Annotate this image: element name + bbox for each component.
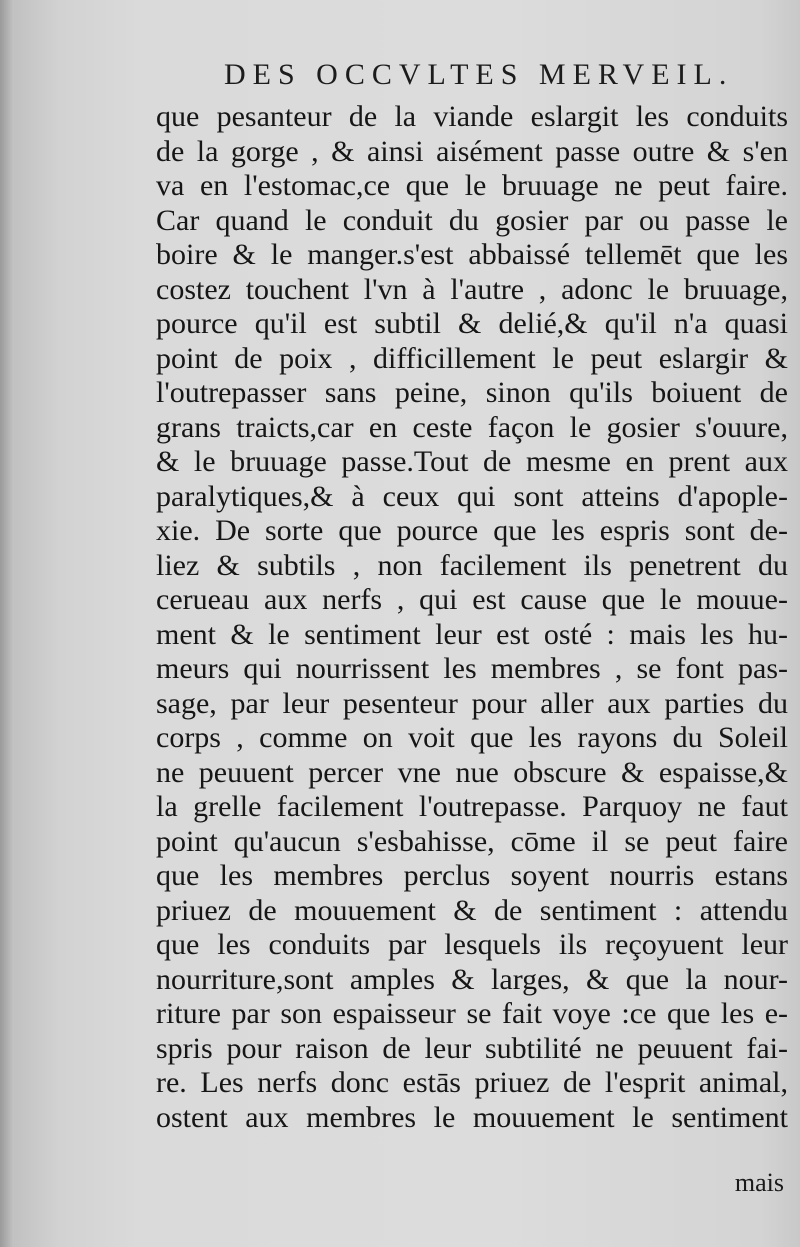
text-line: nourriture,sont amples & larges, & que la nour- — [156, 962, 788, 996]
text-line: que pesanteur de la viande eslargit les conduits — [156, 100, 788, 133]
text-line: l'outrepasser sans peine, sinon qu'ils boiuent de — [156, 376, 788, 409]
text-line: xie. De sorte que pource que les espris sont de- — [156, 514, 788, 547]
text-line: boire & le manger.s'est abbaissé tellemēt que les — [156, 238, 788, 271]
running-title: DES OCCVLTES MERVEIL. — [224, 58, 734, 91]
text-line: point de poix , difficillement le peut eslargir & — [156, 341, 788, 375]
catchword: mais — [734, 1168, 784, 1197]
text-line: va en l'estomac,ce que le bruuage ne peut faire. — [156, 169, 788, 202]
text-line: la grelle facilement l'outrepasse. Parquoy ne faut — [156, 790, 788, 823]
text-line: priuez de mouuement & de sentiment : attendu — [156, 893, 788, 927]
text-line: riture par son espaisseur se fait voye :ce que les e- — [156, 997, 788, 1030]
text-line: grans traicts,car en ceste façon le gosier s'ouure, — [156, 410, 788, 444]
text-line: point qu'aucun s'esbahisse, cōme il se peut faire — [156, 824, 788, 858]
text-line: ne peuuent percer vne nue obscure & espaisse,& — [156, 755, 788, 789]
text-line: que les conduits par lesquels ils reçoyuent leur — [156, 928, 788, 961]
text-line: liez & subtils , non facilement ils penetrent du — [156, 548, 788, 582]
text-line: re. Les nerfs donc estās priuez de l'esprit animal, — [156, 1066, 788, 1099]
text-line: corps , comme on voit que les rayons du Soleil — [156, 721, 788, 754]
text-line: sage, par leur pesenteur pour aller aux parties du — [156, 686, 788, 720]
text-line: & le bruuage passe.Tout de mesme en prent aux — [156, 445, 788, 478]
text-line: paralytiques,& à ceux qui sont atteins d'apople- — [156, 479, 788, 513]
text-line: de la gorge , & ainsi aisément passe outre & s'en — [156, 134, 788, 168]
text-line: Car quand le conduit du gosier par ou passe le — [156, 203, 788, 237]
body-text — [156, 100, 788, 1135]
page-gutter-shadow — [0, 0, 14, 1247]
text-line: ment & le sentiment leur est osté : mais les hu- — [156, 617, 788, 651]
text-line: meurs qui nourrissent les membres , se font pas- — [156, 652, 788, 685]
text-line: pource qu'il est subtil & delié,& qu'il n'a quasi — [156, 307, 788, 340]
text-line: que les membres perclus soyent nourris estans — [156, 859, 788, 892]
text-line: cerueau aux nerfs , qui est cause que le mouue- — [156, 583, 788, 616]
text-line: ostent aux membres le mouuement le sentiment — [156, 1100, 788, 1134]
text-line: spris pour raison de leur subtilité ne peuuent fai- — [156, 1031, 788, 1065]
text-line: costez touchent l'vn à l'autre , adonc le bruuage, — [156, 272, 788, 306]
